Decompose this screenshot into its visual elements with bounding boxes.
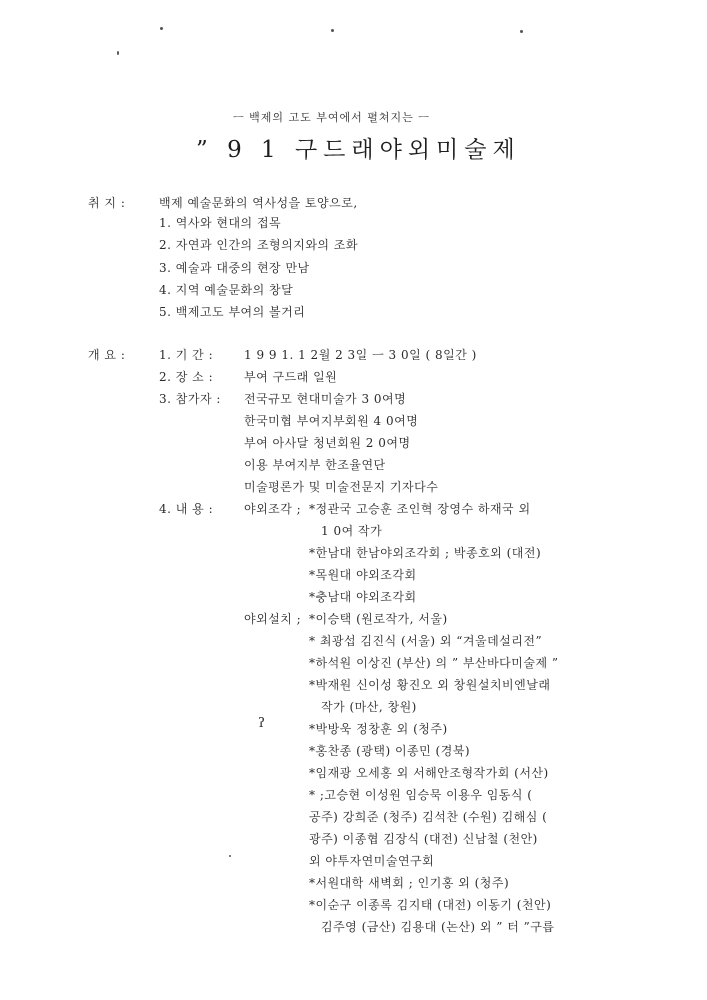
purpose-item: 5. 백제고도 부여의 볼거리 [159, 305, 306, 319]
participant-line: 이용 부여지부 한조율연단 [244, 458, 386, 472]
purpose-label: 취 지 : [88, 196, 126, 210]
overview-label: 개 요 : [88, 348, 126, 362]
participant-line: 한국미협 부여지부회원 4 0여명 [244, 414, 419, 428]
sculpture-line: 1 0여 작가 [321, 524, 383, 538]
period-label: 1. 기 간 : [159, 348, 214, 362]
content-label: 4. 내 용 : [159, 502, 214, 516]
scan-speck [117, 51, 119, 55]
sculpture-line: *목원대 야외조각회 [309, 568, 417, 582]
place-value: 부여 구드래 일원 [244, 370, 338, 384]
install-line: *이승택 (원로작가, 서울) [309, 612, 448, 626]
place-label: 2. 장 소 : [159, 370, 214, 384]
handwritten-mark: ʔ [258, 716, 266, 731]
install-line: *서원대학 새벽회 ; 인기홍 외 (청주) [309, 876, 510, 890]
scan-speck [229, 855, 231, 857]
participants-label: 3. 참가자 : [159, 392, 221, 406]
subtitle: ㅡ 백제의 고도 부여에서 펼쳐지는 ㅡ [233, 111, 430, 124]
purpose-item: 2. 자연과 인간의 조형의지와의 조화 [159, 238, 358, 252]
participant-line: 전국규모 현대미술가 3 0여명 [244, 392, 407, 406]
install-line: 외 야투자연미술연구회 [309, 854, 435, 868]
install-line: *홍찬종 (광택) 이종민 (경북) [309, 744, 471, 758]
scan-speck [331, 29, 334, 32]
scan-speck [160, 27, 163, 30]
install-line: 작가 (마산, 창원) [321, 700, 417, 714]
document-title: ” 9 1 구드래야외미술제 [196, 137, 521, 163]
purpose-item: 4. 지역 예술문화의 창달 [159, 283, 294, 297]
install-line: * 최광섭 김진식 (서울) 외 “겨울데설리전” [309, 634, 543, 648]
install-line: * ;고승현 이성원 임승묵 이용우 임동식 ( [309, 788, 533, 802]
install-line: 공주) 강희준 (청주) 김석찬 (수원) 김해심 ( [309, 810, 548, 824]
scan-speck [520, 30, 523, 33]
purpose-intro: 백제 예술문화의 역사성을 토양으로, [159, 196, 358, 210]
install-line: 김주영 (금산) 김용대 (논산) 외 ” 터 ”구릅 [321, 920, 555, 934]
install-line: *임재광 오세홍 외 서해안조형작가회 (서산) [309, 766, 549, 780]
install-line: *하석원 이상진 (부산) 의 ” 부산바다미술제 ” [309, 656, 559, 670]
install-line: 광주) 이종협 김장식 (대전) 신남철 (천안) [309, 832, 538, 846]
install-label: 야외설치 ; [244, 612, 302, 626]
purpose-item: 1. 역사와 현대의 접목 [159, 216, 282, 230]
install-line: *박재원 신이성 황진오 외 창원설치비엔날래 [309, 678, 551, 692]
period-value: 1 9 9 1. 1 2월 2 3일 ㅡ 3 0일 ( 8일간 ) [244, 348, 477, 362]
participant-line: 부여 아사달 청년회원 2 0여명 [244, 436, 411, 450]
sculpture-line: *정관국 고승훈 조인혁 장영수 하재국 외 [309, 502, 531, 516]
install-line: *박방욱 정창훈 외 (청주) [309, 722, 448, 736]
sculpture-line: *한남대 한남야외조각회 ; 박종호외 (대전) [309, 546, 542, 560]
purpose-item: 3. 예술과 대중의 현장 만남 [159, 261, 310, 275]
sculpture-label: 야외조각 ; [244, 502, 302, 516]
install-line: *이순구 이종록 김지태 (대전) 이동기 (천안) [309, 898, 552, 912]
participant-line: 미술평론가 및 미술전문지 기자다수 [244, 480, 439, 494]
sculpture-line: *충남대 야외조각회 [309, 590, 417, 604]
